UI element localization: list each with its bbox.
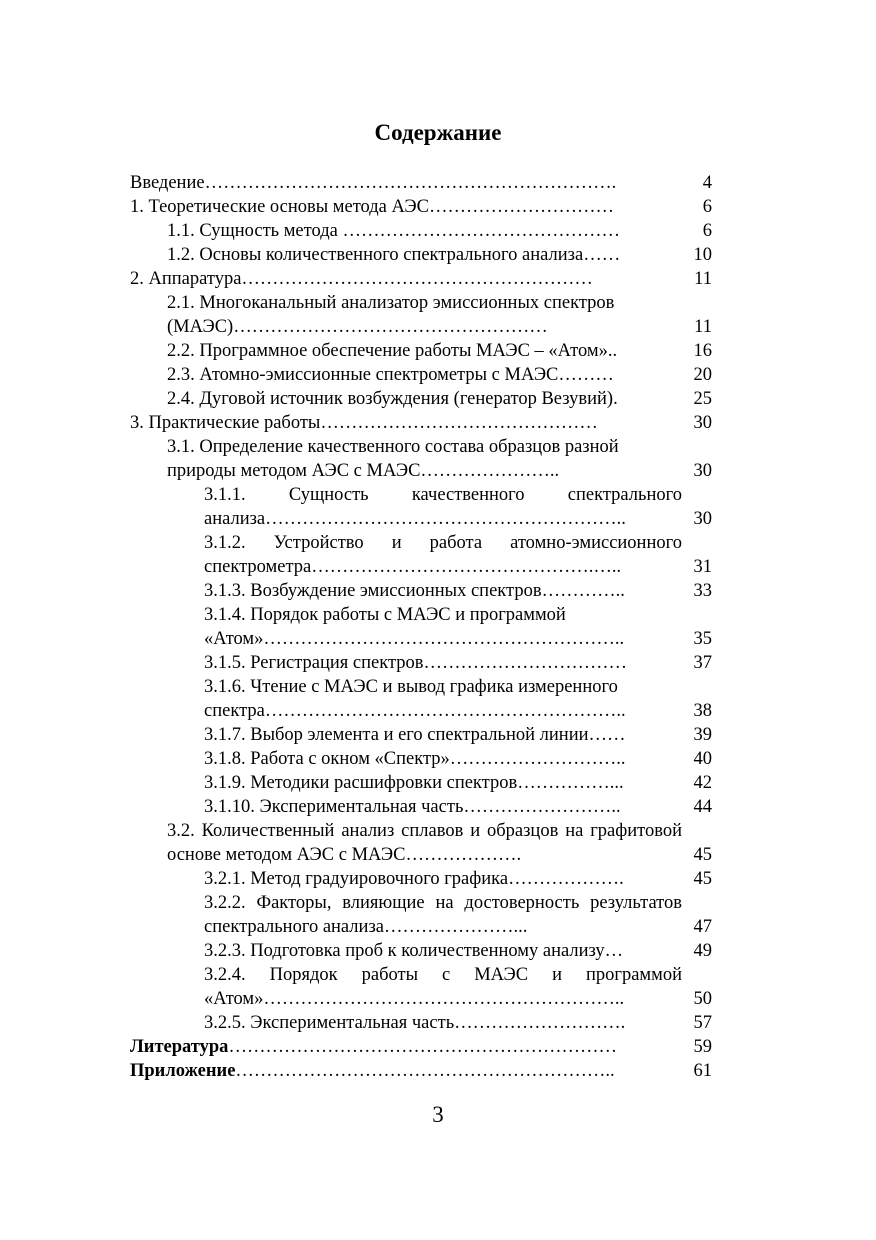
- toc-entry-page: 45: [693, 845, 712, 865]
- toc-entry-page: 4: [702, 173, 712, 193]
- toc-entry: [130, 267, 726, 291]
- toc-entry-title: 1.1. Сущность метода ………………………………………: [167, 221, 620, 241]
- toc-entry-title: 2. Аппаратура…………………………………………………: [130, 269, 593, 289]
- toc-entry: [130, 651, 726, 675]
- toc-entry-page: 47: [693, 917, 712, 937]
- toc-entry: [130, 579, 726, 603]
- toc-entry-title: 3.2.4. Порядок работы с МАЭС и программой «Атом»…………………………………………………..: [204, 965, 682, 1009]
- table-of-contents: [130, 171, 726, 1083]
- toc-entry-title: 2.4. Дуговой источник возбуждения (генератор Везувий).: [167, 389, 618, 409]
- toc-entry: [130, 483, 726, 531]
- toc-entry-page: 42: [693, 773, 712, 793]
- toc-entry-page: 50: [693, 989, 712, 1009]
- toc-entry: [130, 1011, 726, 1035]
- toc-entry-title: 2.2. Программное обеспечение работы МАЭС – «Атом»..: [167, 341, 618, 361]
- toc-entry-title: 3.2. Количественный анализ сплавов и образцов на графитовой основе методом АЭС с МАЭС……………….: [167, 821, 682, 865]
- toc-entry: [130, 243, 726, 267]
- toc-entry-page: 35: [693, 629, 712, 649]
- toc-entry: [130, 891, 726, 939]
- toc-entry-title: 3.1.3. Возбуждение эмиссионных спектров…………..: [204, 581, 625, 601]
- toc-entry: [130, 1059, 726, 1083]
- toc-entry-title: Литература………………………………………………………: [130, 1037, 617, 1057]
- toc-entry-page: 61: [693, 1061, 712, 1081]
- toc-entry-page: 33: [693, 581, 712, 601]
- toc-entry-page: 20: [693, 365, 712, 385]
- toc-entry-page: 10: [693, 245, 712, 265]
- toc-entry-page: 30: [693, 509, 712, 529]
- toc-entry-title: 3.2.5. Экспериментальная часть……………………….: [204, 1013, 626, 1033]
- toc-entry-title: 3.2.1. Метод градуировочного графика……………….: [204, 869, 624, 889]
- toc-entry-page: 59: [693, 1037, 712, 1057]
- toc-entry-title: 3.1.9. Методики расшифровки спектров……………...: [204, 773, 624, 793]
- toc-entry-page: 45: [693, 869, 712, 889]
- toc-entry: [130, 531, 726, 579]
- toc-entry: [130, 339, 726, 363]
- toc-entry-title: 2.3. Атомно-эмиссионные спектрометры с МАЭС………: [167, 365, 614, 385]
- toc-entry-page: 11: [694, 269, 712, 289]
- toc-entry-page: 25: [693, 389, 712, 409]
- toc-entry-title: 3.1.1. Сущность качественного спектрального анализа…………………………………………………..: [204, 485, 682, 529]
- toc-entry-page: 30: [693, 413, 712, 433]
- toc-entry-title: 2.1. Многоканальный анализатор эмиссионных спектров (МАЭС)……………………………………………: [167, 293, 615, 337]
- toc-entry-page: 37: [693, 653, 712, 673]
- toc-entry-title: 3.1.7. Выбор элемента и его спектральной линии……: [204, 725, 626, 745]
- toc-entry-page: 31: [693, 557, 712, 577]
- toc-entry-title: 3.2.3. Подготовка проб к количественному анализу…: [204, 941, 624, 961]
- toc-entry-page: 30: [693, 461, 712, 481]
- toc-entry-title: 3. Практические работы………………………………………: [130, 413, 598, 433]
- toc-entry-page: 49: [693, 941, 712, 961]
- toc-entry-page: 44: [693, 797, 712, 817]
- toc-entry: [130, 411, 726, 435]
- toc-entry: [130, 867, 726, 891]
- toc-entry-page: 16: [693, 341, 712, 361]
- toc-entry-page: 6: [702, 197, 712, 217]
- toc-entry-page: 39: [693, 725, 712, 745]
- toc-entry: [130, 603, 726, 651]
- toc-entry: [130, 747, 726, 771]
- toc-entry-title: 1.2. Основы количественного спектрального анализа……: [167, 245, 621, 265]
- toc-entry: [130, 219, 726, 243]
- toc-entry: [130, 291, 726, 339]
- toc-entry-page: 38: [693, 701, 712, 721]
- toc-entry: [130, 435, 726, 483]
- toc-entry-page: 11: [694, 317, 712, 337]
- toc-entry-title: Введение………………………………………………………….: [130, 173, 617, 193]
- toc-entry-title: 3.2.2. Факторы, влияющие на достоверность результатов спектрального анализа…………………...: [204, 893, 682, 937]
- toc-entry: [130, 771, 726, 795]
- toc-entry-title: 3.1.4. Порядок работы с МАЭС и программой «Атом»…………………………………………………..: [204, 605, 625, 649]
- toc-entry-page: 6: [702, 221, 712, 241]
- toc-entry-title: 3.1.2. Устройство и работа атомно-эмиссионного спектрометра……………………………………….…..: [204, 533, 682, 577]
- toc-entry: [130, 1035, 726, 1059]
- toc-entry: [130, 363, 726, 387]
- toc-entry: [130, 675, 726, 723]
- toc-entry-title: 3.1.8. Работа с окном «Спектр»………………………..: [204, 749, 626, 769]
- toc-entry-title: 1. Теоретические основы метода АЭС…………………………: [130, 197, 614, 217]
- toc-entry: [130, 387, 726, 411]
- toc-entry-page: 40: [693, 749, 712, 769]
- toc-entry: [130, 939, 726, 963]
- page-number: 3: [432, 1102, 444, 1127]
- toc-entry: [130, 963, 726, 1011]
- toc-entry-title: Приложение……………………………………………………..: [130, 1061, 615, 1081]
- page-title: Содержание: [374, 120, 502, 145]
- toc-entry-title: 3.1. Определение качественного состава образцов разной природы методом АЭС с МАЭС…………………..: [167, 437, 619, 481]
- toc-entry-title: 3.1.6. Чтение с МАЭС и вывод графика измеренного спектра…………………………………………………..: [204, 677, 626, 721]
- toc-entry: [130, 795, 726, 819]
- toc-entry: [130, 819, 726, 867]
- toc-entry: [130, 195, 726, 219]
- toc-entry-page: 57: [693, 1013, 712, 1033]
- toc-entry-title: 3.1.5. Регистрация спектров……………………………: [204, 653, 628, 673]
- toc-entry: [130, 723, 726, 747]
- toc-entry: [130, 171, 726, 195]
- toc-entry-title: 3.1.10. Экспериментальная часть……………………..: [204, 797, 621, 817]
